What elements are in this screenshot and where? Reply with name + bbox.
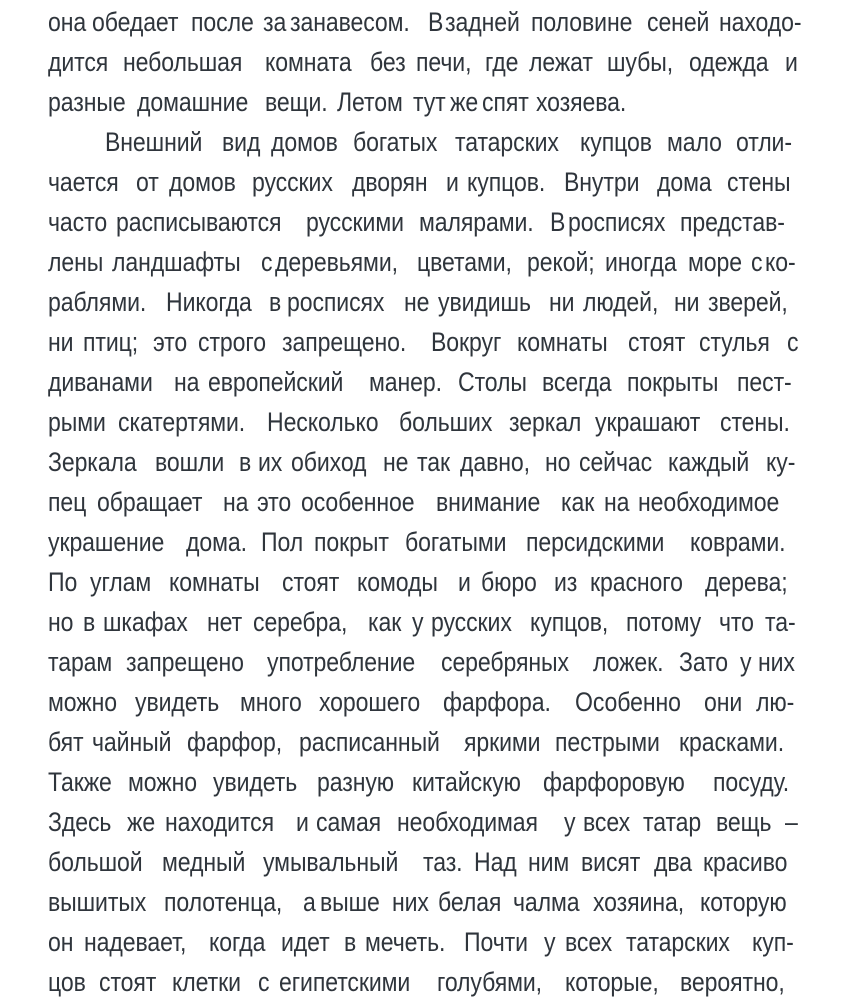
word: самая — [316, 807, 382, 837]
word: не — [382, 447, 409, 477]
word: лю- — [756, 687, 795, 717]
word: печи, — [415, 47, 472, 77]
word: – — [785, 807, 798, 837]
word: скатертями. — [117, 407, 245, 437]
word: из — [554, 567, 578, 597]
word: вышитых — [48, 887, 147, 917]
word: так — [416, 447, 450, 477]
text-line — [48, 242, 800, 282]
word: всегда — [541, 367, 612, 397]
word: сейчас — [578, 447, 653, 477]
word: больших — [398, 407, 492, 437]
word: обращает — [96, 487, 203, 517]
word: не — [404, 287, 430, 317]
word: же — [126, 807, 155, 837]
word: комоды — [356, 567, 438, 597]
word: Летом — [336, 87, 403, 117]
word: сеней — [647, 7, 710, 37]
word: хорошего — [318, 687, 420, 717]
word: купцов. — [467, 167, 546, 197]
word: всех — [583, 807, 631, 837]
word: серебряных — [441, 647, 570, 677]
word: тарам — [48, 647, 113, 677]
word: выше — [320, 887, 381, 917]
word: шубы, — [607, 47, 674, 77]
word: дворян — [352, 167, 428, 197]
word: красиво — [702, 847, 788, 877]
word: задней — [445, 7, 520, 37]
word: ложек. — [593, 647, 664, 677]
word: ландшафты — [112, 247, 241, 277]
text-line — [48, 802, 800, 842]
word: деревьями, — [274, 247, 398, 277]
word: украшают — [595, 407, 701, 437]
word: в — [343, 927, 356, 957]
word: По — [48, 567, 78, 597]
word: русскими — [306, 207, 404, 237]
word: та- — [764, 607, 796, 637]
word: китайскую — [411, 767, 521, 797]
word: большой — [48, 847, 143, 877]
word: птиц; — [83, 327, 139, 357]
word: иногда — [605, 247, 677, 277]
word: дома. — [186, 527, 248, 557]
word: Также — [48, 767, 112, 797]
word: европейский — [207, 367, 344, 397]
word: В — [427, 7, 443, 37]
word: вероятно, — [679, 967, 785, 997]
word: строго — [197, 327, 266, 357]
word: росписях — [287, 287, 385, 317]
word: где — [484, 47, 519, 77]
word: них — [392, 887, 430, 917]
word: и — [445, 167, 459, 197]
word: внимание — [435, 487, 541, 517]
word: это — [152, 327, 187, 357]
word: он — [48, 927, 74, 957]
word: можно — [127, 767, 197, 797]
word: запрещено. — [281, 327, 407, 357]
word: на — [173, 367, 199, 397]
word: запрещено — [126, 647, 245, 677]
word: представ- — [679, 207, 785, 237]
word: стоят — [627, 327, 685, 357]
word: куп- — [751, 927, 794, 957]
word: каждый — [667, 447, 750, 477]
word: которые, — [564, 967, 659, 997]
word: купцов — [579, 127, 652, 157]
word: них — [757, 647, 795, 677]
word: хозяева. — [535, 87, 627, 117]
word: находо- — [719, 7, 802, 37]
word: стены. — [719, 407, 790, 437]
word: это — [256, 487, 291, 517]
word: море — [688, 247, 743, 277]
word: чайный — [92, 727, 172, 757]
word: идет — [280, 927, 330, 957]
word: чается — [48, 167, 119, 197]
word: у — [564, 807, 576, 837]
word: но — [48, 607, 74, 637]
word: хозяина, — [592, 887, 684, 917]
word: бят — [48, 727, 84, 757]
word: египетскими — [278, 967, 410, 997]
word: умывальный — [262, 847, 399, 877]
word: рекой; — [526, 247, 595, 277]
word: разную — [316, 767, 394, 797]
word: нет — [206, 607, 242, 637]
word: употребление — [266, 647, 415, 677]
word: пестрыми — [555, 727, 661, 757]
text-line — [48, 362, 800, 402]
word: как — [367, 607, 402, 637]
word: Зеркала — [48, 447, 137, 477]
word: фарфор, — [186, 727, 282, 757]
word: ним — [528, 847, 570, 877]
word: у — [739, 647, 752, 677]
word: отли- — [735, 127, 792, 157]
word: а — [302, 887, 316, 917]
word: лежат — [528, 47, 593, 77]
text-line — [48, 162, 800, 202]
word: украшение — [48, 527, 165, 557]
word: вещь — [715, 807, 772, 837]
word: за — [263, 7, 287, 37]
word: в — [268, 287, 281, 317]
word: висят — [580, 847, 641, 877]
word: ни — [549, 287, 575, 317]
word: с — [786, 327, 799, 357]
word: таз. — [423, 847, 463, 877]
word: малярами. — [418, 207, 534, 237]
text-line — [48, 722, 800, 762]
word: Особенно — [574, 687, 681, 717]
text-line — [48, 202, 800, 242]
word: посуду. — [712, 767, 789, 797]
text-line — [48, 842, 800, 882]
word: раблями. — [48, 287, 147, 317]
word: когда — [208, 927, 266, 957]
word: вошли — [154, 447, 225, 477]
word: их — [258, 447, 283, 477]
word: небольшая — [122, 47, 242, 77]
word: цов — [48, 967, 86, 997]
word: русских — [252, 167, 334, 197]
word: вещи. — [264, 87, 328, 117]
word: же — [450, 87, 479, 117]
word: комнаты — [517, 327, 609, 357]
word: Пол — [261, 527, 304, 557]
word: В — [550, 207, 566, 237]
word: но — [544, 447, 571, 477]
word: покрыты — [627, 367, 719, 397]
word: как — [560, 487, 594, 517]
word: и — [295, 807, 309, 837]
word: увидеть — [135, 687, 220, 717]
word: у — [412, 607, 424, 637]
word: клетки — [171, 967, 241, 997]
word: ко- — [764, 247, 796, 277]
word: богатых — [353, 127, 438, 157]
word: с — [750, 247, 763, 277]
word: серебра, — [253, 607, 348, 637]
text-line — [48, 522, 800, 562]
word: на — [603, 487, 629, 517]
word: потому — [626, 607, 702, 637]
word: и — [785, 47, 799, 77]
word: татарских — [625, 927, 730, 957]
word: которую — [700, 887, 787, 917]
word: комнаты — [169, 567, 260, 597]
word: медный — [161, 847, 246, 877]
word: два — [654, 847, 693, 877]
word: комната — [264, 47, 352, 77]
word: можно — [48, 687, 117, 717]
word: шкафах — [103, 607, 189, 637]
word: татар — [643, 807, 702, 837]
word: домов — [271, 127, 339, 157]
word: увидишь — [437, 287, 531, 317]
word: фарфора. — [442, 687, 551, 717]
word: углам — [90, 567, 152, 597]
text-line — [48, 322, 800, 362]
word: много — [239, 687, 302, 717]
word: яркими — [464, 727, 541, 757]
word: они — [704, 687, 743, 717]
text-line — [48, 962, 800, 1002]
word: зверей, — [708, 287, 789, 317]
word: голубями, — [436, 967, 542, 997]
word: зеркал — [509, 407, 582, 437]
word: спят — [482, 87, 530, 117]
text-line — [48, 682, 800, 722]
word: стоят — [282, 567, 340, 597]
word: мало — [667, 127, 723, 157]
word: с — [260, 247, 273, 277]
word: обедает — [91, 7, 179, 37]
word: цветами, — [416, 247, 512, 277]
word: бюро — [481, 567, 538, 597]
word: стены — [726, 167, 791, 197]
word: ни — [674, 287, 700, 317]
word: расписанный — [299, 727, 440, 757]
word: давно, — [459, 447, 530, 477]
text-line — [48, 442, 800, 482]
word: фарфоровую — [543, 767, 685, 797]
word: находится — [164, 807, 274, 837]
word: необходимое — [637, 487, 779, 517]
word: дерева; — [705, 567, 788, 597]
word: Внешний — [105, 127, 203, 157]
paragraph-indent — [48, 122, 100, 162]
word: пест- — [737, 367, 792, 397]
text-line — [48, 402, 800, 442]
word: вид — [222, 127, 261, 157]
word: расписываются — [115, 207, 282, 237]
word: половине — [531, 7, 633, 37]
word: красками. — [679, 727, 785, 757]
word: белая — [437, 887, 501, 917]
word: дома — [657, 167, 712, 197]
word: она — [48, 7, 87, 37]
word: разные — [48, 87, 126, 117]
word: увидеть — [213, 767, 298, 797]
word: красного — [589, 567, 683, 597]
word: в — [239, 447, 252, 477]
word: коврами. — [690, 527, 786, 557]
word: занавесом. — [289, 7, 410, 37]
word: стоят — [98, 967, 156, 997]
word: полотенца, — [163, 887, 283, 917]
text-line — [48, 882, 800, 922]
word: в — [83, 607, 96, 637]
word: богатыми — [405, 527, 507, 557]
word: домашние — [137, 87, 249, 117]
word: без — [369, 47, 406, 77]
word: людей, — [583, 287, 659, 317]
word: Зато — [678, 647, 728, 677]
word: особенное — [300, 487, 415, 517]
word: на — [222, 487, 249, 517]
word: и — [458, 567, 471, 597]
text-line — [48, 122, 800, 162]
word: стулья — [699, 327, 771, 357]
word: дится — [48, 47, 109, 77]
text-line — [48, 282, 800, 322]
word: чалма — [513, 887, 580, 917]
text-line — [48, 642, 800, 682]
word: рыми — [48, 407, 106, 437]
text-line — [48, 602, 800, 642]
word: манер. — [368, 367, 442, 397]
word: что — [718, 607, 754, 637]
word: обиход — [290, 447, 367, 477]
word: мечеть. — [364, 927, 445, 957]
text-line — [48, 762, 800, 802]
word: лены — [48, 247, 104, 277]
text-line — [48, 562, 800, 602]
word: с — [258, 967, 270, 997]
word: Здесь — [48, 807, 112, 837]
text-line — [48, 82, 800, 122]
text-line — [48, 482, 800, 522]
word: от — [136, 167, 159, 197]
word: Внутри — [563, 167, 640, 197]
word: Несколько — [267, 407, 379, 437]
text-line — [48, 922, 800, 962]
word: Никогда — [165, 287, 252, 317]
word: после — [191, 7, 254, 37]
word: одежда — [688, 47, 769, 77]
word: ни — [48, 327, 74, 357]
word: персидскими — [526, 527, 665, 557]
word: надевает, — [84, 927, 187, 957]
word: Столы — [457, 367, 527, 397]
word: росписях — [567, 207, 666, 237]
word: необходимая — [396, 807, 538, 837]
word: домов — [168, 167, 236, 197]
word: часто — [48, 207, 108, 237]
word: татарских — [455, 127, 560, 157]
word: у — [544, 927, 556, 957]
word: русских — [431, 607, 513, 637]
text-line — [48, 42, 800, 82]
word: Вокруг — [430, 327, 501, 357]
word: ку- — [766, 447, 796, 477]
word: диванами — [48, 367, 153, 397]
word: тут — [412, 87, 446, 117]
body-text-column — [48, 2, 800, 1002]
word: пец — [48, 487, 87, 517]
word: Почти — [463, 927, 528, 957]
text-line — [48, 2, 800, 42]
word: купцов, — [530, 607, 609, 637]
word: покрыт — [314, 527, 390, 557]
word: всех — [564, 927, 612, 957]
word: Над — [474, 847, 517, 877]
